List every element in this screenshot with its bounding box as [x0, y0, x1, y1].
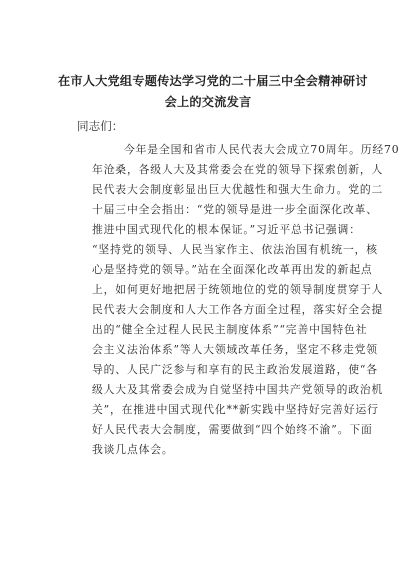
paragraph-line: 今年是全国和省市人民代表大会成立70周年。历经70 — [124, 143, 400, 156]
salutation: 同志们： — [77, 119, 124, 133]
paragraph-line: 出的“健全全过程人民民主制度体系”“完善中国特色社 — [92, 323, 368, 336]
paragraph-line: 推进中国式现代化的根本保证。”习近平总书记强调： — [92, 223, 361, 236]
paragraph-line: 会主义法治体系”等人大领域改革任务，坚定不移走党领 — [92, 343, 378, 356]
paragraph-line: 民代表大会制度和人大工作各方面全过程，落实好全会提 — [92, 303, 384, 316]
paragraph-line: 我谈几点体会。 — [92, 443, 174, 456]
paragraph-line: 上，如何更好地把居于统领地位的党的领导制度贯穿于人 — [92, 283, 384, 296]
paragraph-line: 好人民代表大会制度，需要做到“四个始终不渝”。下面 — [92, 423, 373, 436]
paragraph-line: 级人大及其常委会成为自觉坚持中国共产党领导的政治机 — [92, 383, 384, 396]
document-title-line-1: 在市人大党组专题传达学习党的二十届三中全会精神研讨 — [58, 74, 368, 88]
paragraph-line: 导的、人民广泛参与和享有的民主政治发展道路，使“各 — [92, 363, 378, 376]
document-title-line-2: 会上的交流发言 — [164, 95, 252, 109]
paragraph-line: 十届三中全会指出：“党的领导是进一步全面深化改革、 — [92, 203, 378, 216]
paragraph-line: 民代表大会制度彰显出巨大优越性和强大生命力。党的二 — [92, 183, 384, 196]
paragraph-line: “坚持党的领导、人民当家作主、依法治国有机统一，核 — [92, 243, 378, 256]
paragraph-line: 关”，在推进中国式现代化**新实践中坚持好完善好运行 — [92, 403, 379, 416]
paragraph-line: 年沧桑，各级人大及其常委会在党的领导下探索创新，人 — [92, 163, 384, 176]
paragraph-line: 心是坚持党的领导。”站在全面深化改革再出发的新起点 — [92, 263, 373, 276]
